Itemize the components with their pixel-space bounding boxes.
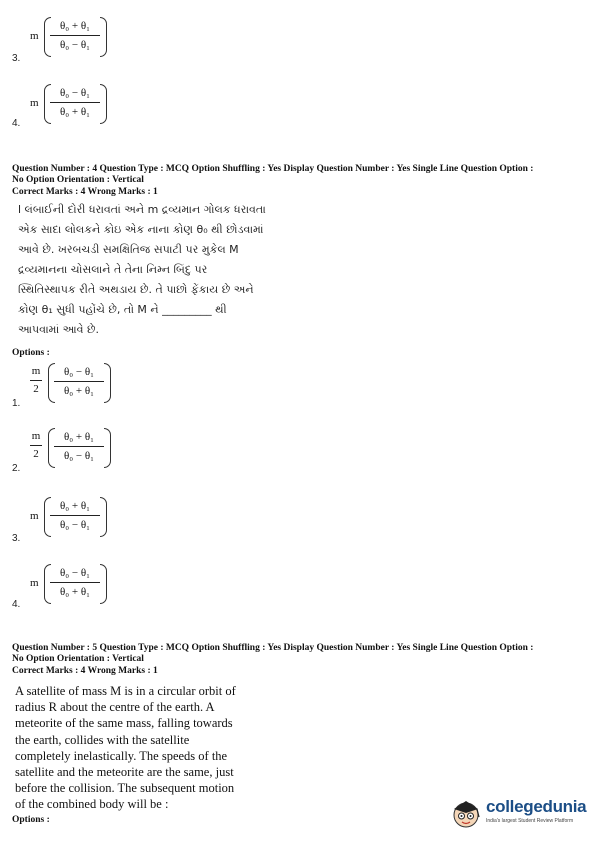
fraction	[54, 365, 104, 398]
right-paren	[100, 497, 107, 537]
fraction-bar	[54, 381, 104, 382]
option-number: 4.	[12, 599, 21, 610]
text-line: before the collision. The subsequent motion	[15, 781, 235, 796]
denominator: θ₀ + θ₁	[60, 586, 90, 598]
coef-denominator: 2	[33, 448, 39, 460]
coef-bar	[30, 380, 42, 381]
fraction-bar	[50, 35, 100, 36]
question-4-text	[18, 200, 268, 340]
option-number: 2.	[12, 463, 21, 474]
mascot-icon	[448, 795, 484, 831]
right-paren	[100, 84, 107, 124]
text-line: radius R about the centre of the earth. A	[15, 700, 215, 715]
question-5-text	[15, 683, 275, 813]
text-line: meteorite of the same mass, falling towards	[15, 716, 233, 731]
coefficient: m	[30, 577, 39, 589]
text-line: of the combined body will be :	[15, 797, 169, 812]
denominator: θ₀ − θ₁	[60, 519, 90, 531]
option-4-formula	[30, 564, 120, 606]
denominator: θ₀ − θ₁	[64, 450, 94, 462]
coef-numerator: m	[31, 365, 41, 377]
options-label: Options :	[12, 348, 50, 358]
fraction	[50, 499, 100, 532]
option-1-formula	[30, 363, 130, 405]
text-line: કોણ θ₁ સુધી પહોંચે છે, તો M ને _________ થી	[18, 303, 227, 316]
coef-denominator: 2	[33, 383, 39, 395]
question-5-header	[12, 643, 587, 664]
denominator: θ₀ + θ₁	[60, 106, 90, 118]
top-option-3-formula	[30, 17, 120, 59]
text-line: satellite and the meteorite are the same, just	[15, 765, 234, 780]
fraction	[50, 566, 100, 599]
fraction-bar	[50, 515, 100, 516]
coefficient: m	[30, 30, 39, 42]
coefficient: m	[30, 510, 39, 522]
right-paren	[100, 564, 107, 604]
option-number: 1.	[12, 398, 21, 409]
numerator: θ₀ − θ₁	[60, 567, 90, 579]
header-line: No Option Orientation : Vertical	[12, 653, 144, 664]
question-5-marks: Correct Marks : 4 Wrong Marks : 1	[12, 666, 158, 676]
logo-tagline: India's largest Student Review Platform	[486, 818, 574, 824]
fraction-bar	[50, 582, 100, 583]
option-2-formula	[30, 428, 130, 470]
fraction-bar	[50, 102, 100, 103]
numerator: θ₀ + θ₁	[64, 431, 94, 443]
text-line: completely inelastically. The speeds of the	[15, 748, 228, 763]
numerator: θ₀ + θ₁	[60, 500, 90, 512]
text-line: સ્થિતિસ્થાપક રીતે અથડાય છે. તે પાછો ફેંકાય છે અને	[18, 283, 254, 296]
text-line: આપવામાં આવે છે.	[18, 323, 99, 336]
coef-bar	[30, 445, 42, 446]
header-line: Question Number : 5 Question Type : MCQ Option Shuffling : Yes Display Question Number : Yes Single Line Question Option :	[12, 643, 534, 653]
coefficient-fraction	[30, 430, 42, 461]
text-line: દ્રવ્યમાનના ચોસલાને તે તેના નિમ્ન બિંદુ પર	[18, 263, 208, 276]
collegedunia-logo	[448, 795, 588, 831]
option-number: 4.	[12, 118, 21, 129]
denominator: θ₀ − θ₁	[60, 39, 90, 51]
text-line: the earth, collides with the satellite	[15, 732, 190, 747]
fraction-bar	[54, 446, 104, 447]
option-number: 3.	[12, 53, 21, 64]
fraction	[50, 86, 100, 119]
top-option-4-formula	[30, 84, 120, 126]
question-4-marks: Correct Marks : 4 Wrong Marks : 1	[12, 187, 158, 197]
option-3-formula	[30, 497, 120, 539]
text-line: આવે છે. ખરબચડી સમક્ષિતિજ સપાટી પર મુકેલ M	[18, 243, 239, 256]
options-label: Options :	[12, 815, 50, 825]
option-number: 3.	[12, 533, 21, 544]
fraction	[54, 430, 104, 463]
right-paren	[104, 363, 111, 403]
right-paren	[100, 17, 107, 57]
text-line: A satellite of mass M is in a circular orbit of	[15, 684, 236, 698]
right-paren	[104, 428, 111, 468]
numerator: θ₀ − θ₁	[64, 366, 94, 378]
coef-numerator: m	[31, 430, 41, 442]
coefficient: m	[30, 97, 39, 109]
numerator: θ₀ − θ₁	[60, 87, 90, 99]
text-line: એક સાદા લોલકને કોઇ એક નાના કોણ θ₀ થી છોડવામાં	[18, 223, 264, 236]
question-4-header	[12, 164, 587, 185]
header-line: No Option Orientation : Vertical	[12, 174, 144, 185]
header-line: Question Number : 4 Question Type : MCQ Option Shuffling : Yes Display Question Number : Yes Single Line Question Option :	[12, 164, 534, 174]
logo-brand-text: collegedunia	[486, 797, 587, 816]
fraction	[50, 19, 100, 52]
text-line: l લંબાઈની દોરી ધરાવતાં અને m દ્રવ્યમાન ગોલક ધરાવતા	[18, 203, 266, 216]
denominator: θ₀ + θ₁	[64, 385, 94, 397]
numerator: θ₀ + θ₁	[60, 20, 90, 32]
coefficient-fraction	[30, 365, 42, 396]
